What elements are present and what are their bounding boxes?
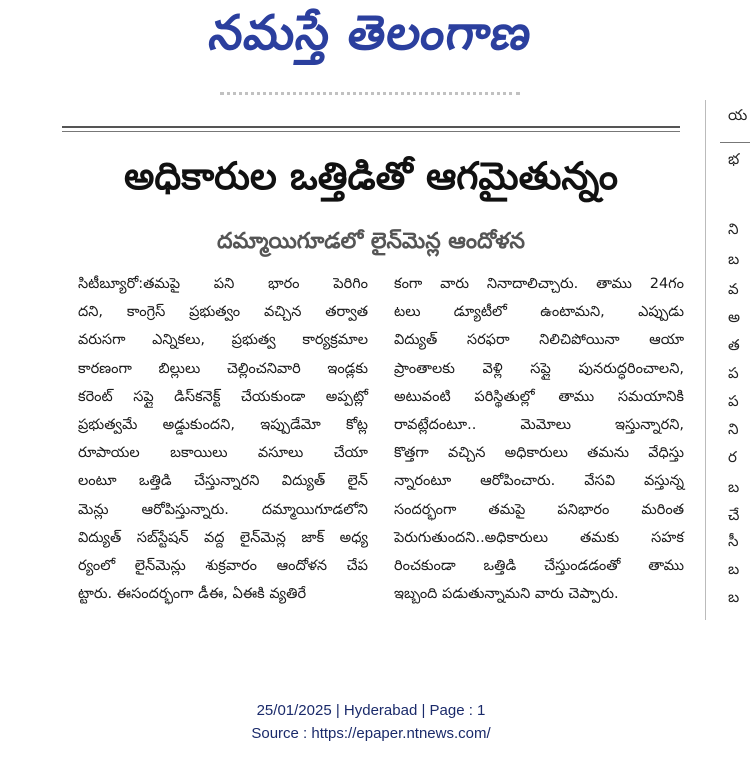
article-text-line: ట్టారు. ఈసందర్భంగా డీఈ, ఏఈకి వ్యతిరే [78, 586, 307, 603]
side-article-fragment-text: ప [728, 392, 739, 410]
article-headline: అధికారుల ఒత్తిడితో ఆగమైతున్నం [123, 154, 618, 198]
header-rule [62, 126, 680, 128]
article-text-line: ఇబ్బంది పడుతున్నామని వారు చెప్పారు. [394, 586, 619, 603]
article-text-line: రావట్లేదంటూ.. మెమోలు ఇస్తున్నారని, [394, 416, 684, 433]
article-text-line: సిటీబ్యూరో:తమపై పని భారం పెరిగిం [78, 276, 368, 292]
article-text-line: ప్రభుత్వమే అడ్డుకుందని, ఇప్పుడేమో కోట్ల [78, 416, 368, 433]
article-text-line: వరుసగా ఎన్నికలు, ప్రభుత్వ కార్యక్రమాల [78, 332, 368, 349]
article-text-line: న్నారంటూ ఆరోపించారు. వేసవి వస్తున్న [394, 473, 684, 490]
article-text-line: కరెంట్ సప్లై డిస్‌కనెక్ట్ చేయకుండా అప్పట్లో [78, 388, 368, 405]
article-text-line: అటువంటి పరిస్థితుల్లో తాము సమయానికి [394, 388, 684, 405]
article-subheadline: దమ్మాయిగూడలో లైన్‌మెన్ల ఆందోళన [217, 229, 525, 254]
side-article-fragment-text: భ [728, 150, 740, 168]
article-text-line: కొత్తగా వచ్చిన అధికారులు తమను వేధిస్తు [394, 445, 684, 462]
side-article-fragment-text: సీ [728, 532, 739, 550]
article-text-line: విద్యుత్ సరఫరా నిలిచిపోయినా ఆయా [394, 332, 684, 349]
article-right-column [394, 270, 684, 608]
article-text-line: లంటూ ఒత్తిడి చేస్తున్నారని విద్యుత్ లైన్ [78, 473, 368, 490]
header-rule-secondary [62, 131, 680, 132]
article-text-line: ప్రాంతాలకు వెళ్లి సప్లై పునరుద్ధరించాలని, [394, 360, 684, 377]
side-article-fragment-text: త [728, 336, 740, 354]
side-article-rule [720, 142, 750, 143]
article-text-line: రూపాయల బకాయిలు వసూలు చేయా [78, 445, 368, 462]
article-text-line: టలు డ్యూటీలో ఉంటామని, ఎప్పుడు [394, 304, 684, 321]
article-left-column [78, 270, 368, 608]
article-text-line: పెరుగుతుందని..అధికారులు తమకు సహక [394, 529, 684, 546]
footer-date-line: 25/01/2025 | Hyderabad | Page : 1 [256, 702, 486, 719]
article-text-line: రించకుండా ఒత్తిడి చేస్తుండడంతో తాము [394, 557, 684, 574]
footer-source-line: Source : https://epaper.ntnews.com/ [251, 725, 491, 742]
article-text-line: కారణంగా బిల్లులు చెల్లించనివారి ఇండ్లకు [78, 360, 368, 377]
article-text-line: విద్యుత్ సబ్‌స్టేషన్ వద్ద లైన్‌మెన్ల జాక్ అధ్య [78, 529, 368, 546]
side-article-fragment-text: ని [728, 420, 739, 438]
column-divider [705, 100, 706, 620]
side-article-fragment-text: ని [728, 220, 739, 238]
side-article-fragment-text: ర [728, 448, 737, 466]
side-article-fragment-text: బ [728, 478, 740, 496]
side-article-fragment-text: ప [728, 364, 739, 382]
side-article-fragment-text: బ [728, 250, 740, 268]
article-text-line: మెన్లు ఆరోపిస్తున్నారు. దమ్మాయిగూడలోని [78, 501, 368, 518]
side-article-fragment-text: బ [728, 588, 740, 606]
newspaper-masthead: నమస్తే తెలంగాణ [205, 5, 537, 61]
side-article-fragment-text: అ [728, 308, 741, 326]
side-article-fragment-text: య [728, 106, 748, 124]
article-text-line: ర్యంలో లైన్‌మెన్లు శుక్రవారం ఆందోళన చేప [78, 557, 368, 574]
header-dots-divider [220, 92, 520, 103]
side-article-fragment-text: చే [728, 506, 740, 524]
article-text-line: దని, కాంగ్రెస్ ప్రభుత్వం వచ్చిన తర్వాత [78, 304, 368, 321]
article-text-line: కంగా వారు నినాదాలిచ్చారు. తాము 24గం [394, 276, 684, 292]
side-article-fragment-text: బ [728, 560, 740, 578]
article-text-line: సందర్భంగా తమపై పనిభారం మరింత [394, 501, 684, 518]
side-article-fragment-text: వ [728, 280, 739, 298]
